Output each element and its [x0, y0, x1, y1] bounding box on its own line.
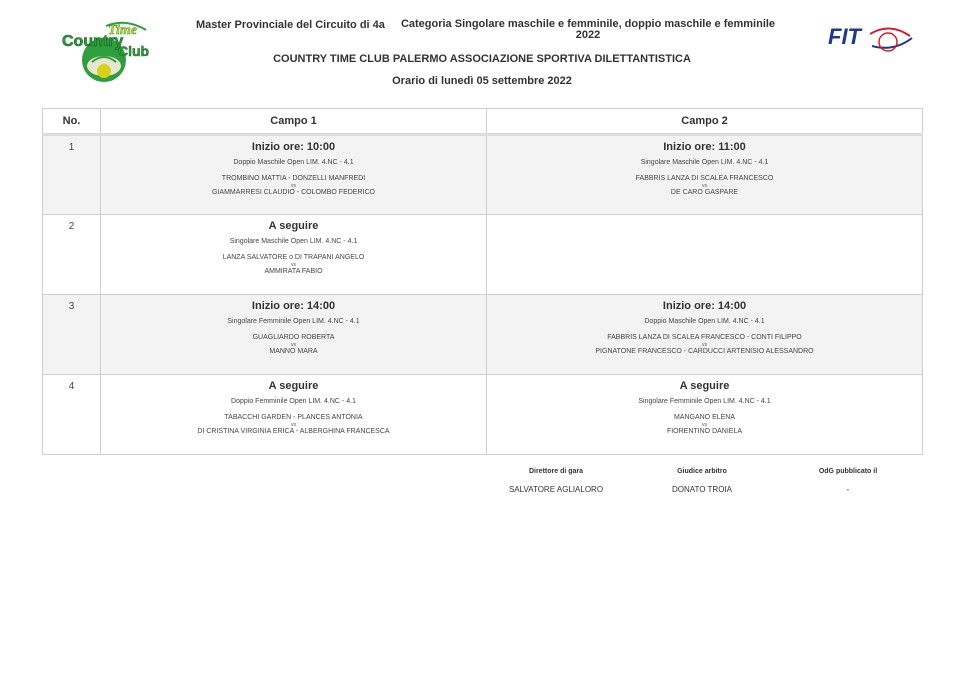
match-time: Inizio ore: 11:00 — [663, 141, 746, 153]
match-category: Doppio Femminile Open LIM. 4.NC - 4.1 — [231, 398, 356, 405]
match-player-2: GIAMMARRESI CLAUDIO - COLOMBO FEDERICO — [212, 189, 375, 196]
match-vs: vs — [291, 422, 296, 428]
match-vs: vs — [291, 342, 296, 348]
match-time: A seguire — [679, 380, 730, 392]
match-player-1: GUAGLIARDO ROBERTA — [252, 334, 335, 341]
match-vs: vs — [702, 422, 707, 428]
table-row — [43, 135, 923, 215]
match-time: A seguire — [268, 220, 319, 232]
row-number: 1 — [43, 135, 101, 215]
match-time: A seguire — [268, 380, 319, 392]
fit-logo — [826, 22, 916, 58]
match-cell — [101, 375, 487, 455]
match-player-2: DI CRISTINA VIRGINIA ERICA - ALBERGHINA FRANCESCA — [197, 428, 390, 435]
match-player-2: AMMIRATA FABIO — [264, 268, 323, 275]
published-value: - — [846, 485, 850, 494]
referee-label: Giudice arbitro — [677, 468, 727, 475]
referee-value: DONATO TROIA — [671, 485, 732, 494]
match-category: Doppio Maschile Open LIM. 4.NC - 4.1 — [644, 318, 765, 325]
match-player-1: TABACCHI GARDEN - PLANCES ANTONIA — [224, 414, 363, 421]
match-player-1: FABBRIS LANZA DI SCALEA FRANCESCO — [635, 175, 774, 182]
match-vs: vs — [702, 342, 707, 348]
match-player-2: MANNO MARA — [269, 348, 318, 355]
director-label: Direttore di gara — [528, 468, 584, 475]
match-category: Singolare Maschile Open LIM. 4.NC - 4.1 — [229, 238, 358, 245]
match-cell — [487, 135, 923, 215]
director-value: SALVATORE AGLIALORO — [508, 485, 604, 494]
table-row — [43, 215, 923, 295]
column-header-campo-2: Campo 2 — [487, 109, 923, 135]
logo-text-time: Time — [108, 23, 138, 38]
match-player-2: DE CARO GASPARE — [670, 189, 739, 196]
logo-text-country: Country — [62, 33, 124, 50]
match-player-2: FIORENTINO DANIELA — [666, 428, 743, 435]
row-number: 3 — [43, 295, 101, 375]
column-header-no: No. — [43, 109, 101, 135]
schedule-table — [42, 108, 923, 455]
footer-director — [486, 468, 626, 494]
match-player-1: MANGANO ELENA — [673, 414, 736, 421]
match-cell — [487, 295, 923, 375]
match-cell — [487, 375, 923, 455]
match-category: Doppio Maschile Open LIM. 4.NC - 4.1 — [233, 159, 354, 166]
footer-referee — [632, 468, 772, 494]
match-time: Inizio ore: 14:00 — [662, 300, 747, 312]
page-header — [0, 0, 964, 100]
match-player-1: LANZA SALVATORE o DI TRAPANI ANGELO — [222, 254, 365, 261]
match-cell — [101, 295, 487, 375]
match-time: Inizio ore: 10:00 — [251, 141, 336, 153]
table-row — [43, 295, 923, 375]
header-title-left: Master Provinciale del Circuito di 4a — [196, 19, 385, 31]
header-club: COUNTRY TIME CLUB PALERMO ASSOCIAZIONE SPORTIVA DILETTANTISTICA — [273, 53, 691, 65]
match-player-1: FABBRIS LANZA DI SCALEA FRANCESCO - CONTI FILIPPO — [607, 334, 802, 341]
match-player-1: TROMBINO MATTIA - DONZELLI MANFREDI — [221, 175, 366, 182]
column-header-campo-1: Campo 1 — [101, 109, 487, 135]
footer-published — [778, 468, 918, 494]
match-category: Singolare Maschile Open LIM. 4.NC - 4.1 — [640, 159, 769, 166]
published-label: OdG pubblicato il — [818, 468, 878, 475]
match-time: Inizio ore: 14:00 — [251, 300, 336, 312]
match-vs: vs — [702, 183, 707, 189]
row-number: 2 — [43, 215, 101, 295]
table-row — [43, 375, 923, 455]
match-category: Singolare Femminile Open LIM. 4.NC - 4.1 — [227, 318, 360, 325]
fit-logo-text: FIT — [828, 24, 861, 49]
match-cell — [101, 215, 487, 295]
schedule-header-row — [43, 109, 923, 135]
header-date: Orario di lunedì 05 settembre 2022 — [392, 75, 572, 87]
match-cell-empty — [487, 215, 923, 295]
row-number: 4 — [43, 375, 101, 455]
logo-text-club: Club — [118, 43, 150, 59]
match-cell — [101, 135, 487, 215]
match-category: Singolare Femminile Open LIM. 4.NC - 4.1 — [638, 398, 771, 405]
match-vs: vs — [291, 183, 296, 189]
header-title-right: Categoria Singolare maschile e femminile, doppio maschile e femminile 2022 — [400, 18, 776, 41]
match-vs: vs — [291, 262, 296, 268]
match-player-2: PIGNATONE FRANCESCO - CARDUCCI ARTENISIO ALESSANDRO — [595, 348, 814, 355]
